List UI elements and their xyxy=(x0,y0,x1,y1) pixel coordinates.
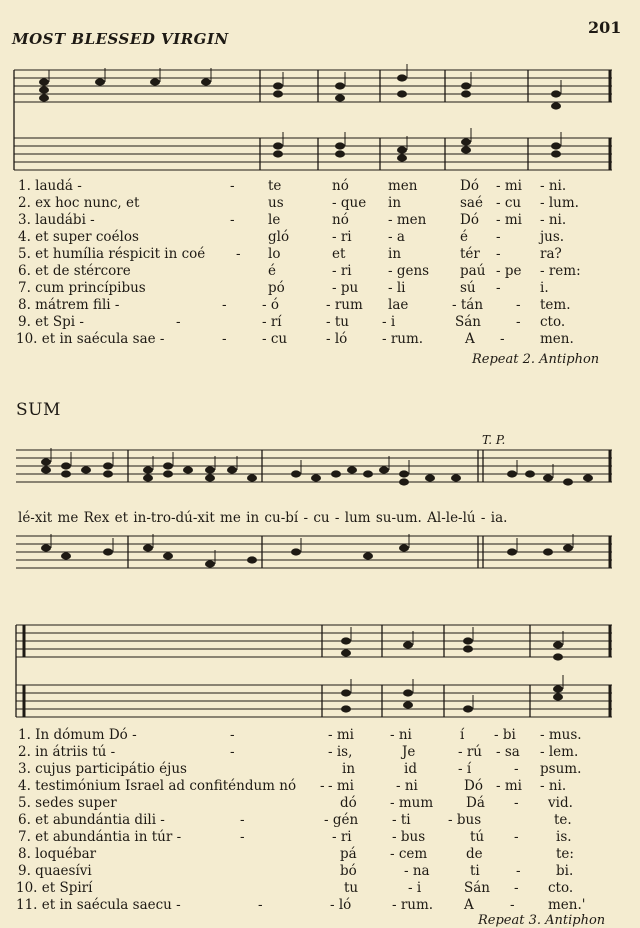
table2-row xyxy=(0,846,640,864)
verse-syllable: - cem xyxy=(390,846,428,862)
verse-syllable: sú xyxy=(460,280,476,296)
verse-syllable: in xyxy=(342,761,356,777)
table1-row xyxy=(0,246,640,264)
verse-syllable: - mi xyxy=(496,212,522,228)
verse-text: 2. ex hoc nunc, et xyxy=(18,195,140,211)
verse-syllable: de xyxy=(466,846,483,862)
verse-syllable: pó xyxy=(268,280,285,296)
verse-text: 7. et abundántia in túr - xyxy=(18,829,182,845)
chant2-staves xyxy=(0,615,640,725)
repeat-antiphon-rubric: Repeat 2. Antiphon xyxy=(472,352,600,367)
verse-hyphen: - xyxy=(230,727,235,743)
table1-row xyxy=(0,297,640,315)
verse-syllable: lo xyxy=(268,246,281,262)
verse-text: 8. mátrem fili - xyxy=(18,297,120,313)
verse-syllable: - xyxy=(496,280,501,296)
verse-syllable: - na xyxy=(404,863,430,879)
table1-row xyxy=(0,212,640,230)
verse-syllable: paú xyxy=(460,263,486,279)
verse-text: 5. et humília réspicit in coé xyxy=(18,246,206,262)
verse-syllable: men. xyxy=(540,331,574,347)
verse-text: 7. cum princípibus xyxy=(18,280,146,296)
verse-syllable: - xyxy=(514,795,519,811)
table2-row xyxy=(0,744,640,762)
verse-syllable: bi. xyxy=(556,863,574,879)
verse-hyphen: - xyxy=(230,178,235,194)
verse-syllable: - rum. xyxy=(392,897,434,913)
table2-row xyxy=(0,863,640,881)
verse-syllable: Je xyxy=(402,744,416,760)
verse-hyphen: - xyxy=(258,897,263,913)
table2-row xyxy=(0,829,640,847)
verse-hyphen: - xyxy=(240,812,245,828)
verse-syllable: - gén xyxy=(324,812,359,828)
verse-text: 6. et de stércore xyxy=(18,263,131,279)
verse-syllable: - rí xyxy=(262,314,282,330)
verse-text: 11. et in saécula saecu - xyxy=(16,897,181,913)
verse-syllable: é xyxy=(460,229,468,245)
verse-syllable: men.' xyxy=(548,897,586,913)
verse-syllable: - sa xyxy=(496,744,520,760)
verse-text: 5. sedes super xyxy=(18,795,117,811)
verse-syllable: - a xyxy=(388,229,405,245)
verse-syllable: - mi xyxy=(496,178,522,194)
verse-hyphen: - xyxy=(222,297,227,313)
verse-syllable: men xyxy=(388,178,418,194)
verse-syllable: - í xyxy=(458,761,472,777)
verse-syllable: te: xyxy=(556,846,574,862)
verse-syllable: - li xyxy=(388,280,406,296)
verse-syllable: nó xyxy=(332,212,349,228)
table2-row xyxy=(0,880,640,898)
verse-text: 3. laudábi - xyxy=(18,212,95,228)
verse-syllable: - que xyxy=(332,195,367,211)
verse-syllable: - i xyxy=(408,880,422,896)
table1-row xyxy=(0,195,640,213)
verse-text: 6. et abundántia dili - xyxy=(18,812,165,828)
verse-syllable: - ti xyxy=(392,812,411,828)
verse-syllable: - bus xyxy=(448,812,482,828)
verse-syllable: - ló xyxy=(330,897,352,913)
verse-syllable: - mus. xyxy=(540,727,582,743)
verse-syllable: - lem. xyxy=(540,744,579,760)
verse-syllable: - gens xyxy=(388,263,430,279)
verse-hyphen: - xyxy=(222,331,227,347)
antiphon-lyrics: lé-xit me Rex et in-tro-dú-xit me in cu-bí - cu - lum su-um. Al-le-lú - ia. xyxy=(18,510,508,526)
verse-syllable: cto. xyxy=(548,880,574,896)
verse-syllable: cto. xyxy=(540,314,566,330)
verse-syllable: - mi xyxy=(496,778,522,794)
verse-syllable: - rum. xyxy=(382,331,424,347)
table2-row xyxy=(0,761,640,779)
verse-syllable: - xyxy=(510,897,515,913)
verse-syllable: jus. xyxy=(540,229,565,245)
verse-syllable: - xyxy=(514,880,519,896)
verse-syllable: pá xyxy=(340,846,357,862)
verse-syllable: - xyxy=(516,297,521,313)
verse-syllable: Sán xyxy=(464,880,490,896)
verse-syllable: - pu xyxy=(332,280,359,296)
verse-text: 1. In dómum Dó - xyxy=(18,727,137,743)
verse-syllable: Dó xyxy=(464,778,483,794)
verse-text: 2. in átriis tú - xyxy=(18,744,116,760)
verse-syllable: A xyxy=(465,331,475,347)
verse-syllable: ti xyxy=(470,863,480,879)
verse-text: 4. et super coélos xyxy=(18,229,139,245)
verse-text: 8. loquébar xyxy=(18,846,97,862)
verse-syllable: - tu xyxy=(326,314,349,330)
chant1-staves xyxy=(0,60,640,180)
verse-syllable: dó xyxy=(340,795,357,811)
verse-hyphen: - xyxy=(240,829,245,845)
verse-syllable: - rú xyxy=(458,744,483,760)
verse-syllable: tér xyxy=(460,246,480,262)
table1-row xyxy=(0,331,640,349)
verse-text: 10. et in saécula sae - xyxy=(16,331,165,347)
verse-text: 3. cujus participátio éjus xyxy=(18,761,187,777)
verse-syllable: ra? xyxy=(540,246,562,262)
verse-syllable: - xyxy=(500,331,505,347)
verse-syllable: et xyxy=(332,246,346,262)
verse-syllable: - mi xyxy=(328,778,354,794)
verse-syllable: id xyxy=(404,761,417,777)
table2-row xyxy=(0,778,640,796)
verse-syllable: A xyxy=(464,897,474,913)
verse-syllable: - cu xyxy=(496,195,522,211)
verse-syllable: is. xyxy=(556,829,572,845)
verse-syllable: - xyxy=(514,829,519,845)
verse-hyphen: - xyxy=(230,212,235,228)
verse-syllable: - bus xyxy=(392,829,426,845)
page-number: 201 xyxy=(588,18,622,37)
verse-syllable: í xyxy=(460,727,465,743)
verse-syllable: - tán xyxy=(452,297,484,313)
verse-syllable: - men xyxy=(388,212,427,228)
verse-syllable: - is, xyxy=(328,744,353,760)
table1-row xyxy=(0,229,640,247)
verse-syllable: é xyxy=(268,263,276,279)
verse-syllable: tem. xyxy=(540,297,571,313)
verse-syllable: Sán xyxy=(455,314,481,330)
verse-syllable: - ni. xyxy=(540,178,567,194)
verse-syllable: - mum xyxy=(390,795,434,811)
verse-syllable: - ri xyxy=(332,263,352,279)
verse-syllable: gló xyxy=(268,229,290,245)
verse-syllable: le xyxy=(268,212,281,228)
table2-row xyxy=(0,727,640,745)
verse-syllable: tú xyxy=(470,829,485,845)
verse-syllable: i. xyxy=(540,280,549,296)
verse-syllable: te xyxy=(268,178,282,194)
verse-syllable: - pe xyxy=(496,263,522,279)
verse-syllable: - ni. xyxy=(540,778,567,794)
verse-syllable: - bi xyxy=(494,727,516,743)
verse-text: 4. testimónium Israel ad confiténdum nó xyxy=(18,778,297,794)
table1-row xyxy=(0,178,640,196)
verse-syllable: saé xyxy=(460,195,483,211)
verse-hyphen: - xyxy=(320,778,325,794)
verse-syllable: - ó xyxy=(262,297,279,313)
verse-text: 10. et Spirí xyxy=(16,880,93,896)
table1-row xyxy=(0,263,640,281)
table1-row xyxy=(0,314,640,332)
tempore-paschali-mark: T. P. xyxy=(482,433,506,447)
page-header-title: MOST BLESSED VIRGIN xyxy=(12,30,229,48)
verse-syllable: psum. xyxy=(540,761,582,777)
verse-syllable: - ló xyxy=(326,331,348,347)
verse-syllable: - xyxy=(516,863,521,879)
verse-hyphen: - xyxy=(176,314,181,330)
repeat-antiphon-rubric: Repeat 3. Antiphon xyxy=(478,913,606,928)
verse-syllable: - ri xyxy=(332,229,352,245)
verse-syllable: - rem: xyxy=(540,263,581,279)
verse-syllable: tu xyxy=(344,880,359,896)
verse-syllable: - i xyxy=(382,314,396,330)
table2-row xyxy=(0,812,640,830)
verse-syllable: - lum. xyxy=(540,195,579,211)
verse-text: 9. quaesívi xyxy=(18,863,92,879)
verse-text: 9. et Spi - xyxy=(18,314,84,330)
verse-syllable: - rum xyxy=(326,297,363,313)
verse-text: 1. laudá - xyxy=(18,178,82,194)
verse-syllable: in xyxy=(388,246,402,262)
verse-syllable: Dó xyxy=(460,178,479,194)
verse-syllable: - cu xyxy=(262,331,288,347)
verse-syllable: - mi xyxy=(328,727,354,743)
verse-hyphen: - xyxy=(230,744,235,760)
antiphon-title: SUM xyxy=(16,400,61,420)
verse-syllable: lae xyxy=(388,297,409,313)
verse-syllable: in xyxy=(388,195,402,211)
table2-row xyxy=(0,795,640,813)
verse-syllable: - xyxy=(496,229,501,245)
verse-syllable: nó xyxy=(332,178,349,194)
verse-syllable: te. xyxy=(554,812,572,828)
verse-syllable: - ni xyxy=(396,778,418,794)
verse-syllable: - xyxy=(496,246,501,262)
verse-syllable: Dá xyxy=(466,795,485,811)
verse-syllable: us xyxy=(268,195,284,211)
verse-syllable: bó xyxy=(340,863,357,879)
verse-syllable: - ni xyxy=(390,727,412,743)
table1-row xyxy=(0,280,640,298)
verse-syllable: - xyxy=(516,314,521,330)
verse-syllable: Dó xyxy=(460,212,479,228)
verse-syllable: - ri xyxy=(332,829,352,845)
verse-syllable: - ni. xyxy=(540,212,567,228)
verse-hyphen: - xyxy=(236,246,241,262)
verse-syllable: vid. xyxy=(548,795,573,811)
verse-syllable: - xyxy=(514,761,519,777)
